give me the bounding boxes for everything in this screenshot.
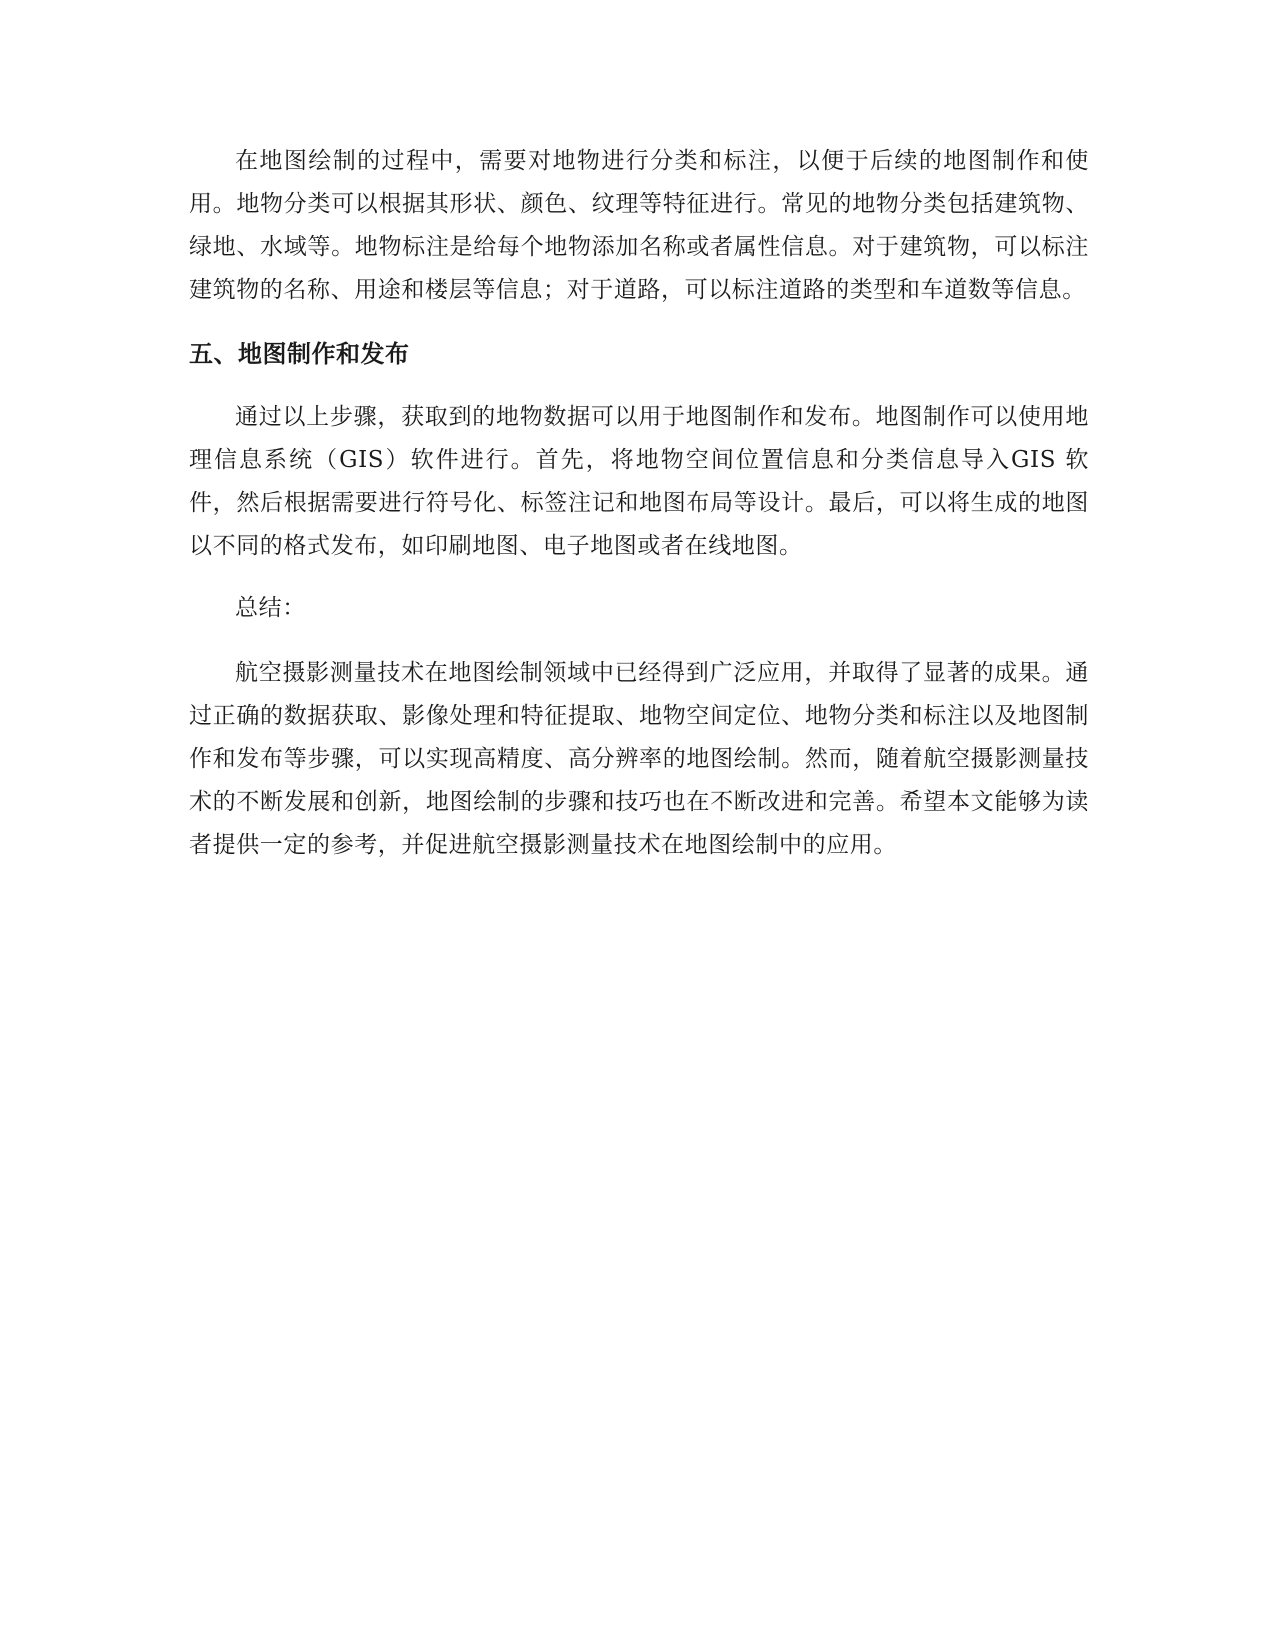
section-heading: 五、地图制作和发布 [189,340,410,368]
body-paragraph: 在地图绘制的过程中，需要对地物进行分类和标注，以便于后续的地图制作和使用。地物分类可以根据其形状、颜色、纹理等特征进行。常见的地物分类包括建筑物、绿地、水域等。地物标注是给每个地物添加名称或者属性信息。对于建筑物，可以标注建筑物的名称、用途和楼层等信息；对于道路，可以标注道路的类型和车道数等信息。 [189,148,1089,303]
body-paragraph: 通过以上步骤，获取到的地物数据可以用于地图制作和发布。地图制作可以使用地理信息系统（GIS）软件进行。首先，将地物空间位置信息和分类信息导入GIS 软件，然后根据需要进行符号化、标签注记和地图布局等设计。最后，可以将生成的地图以不同的格式发布，如印刷地图、电子地图或者在线地图。 [189,404,1089,559]
summary-label: 总结： [235,595,306,621]
body-paragraph: 航空摄影测量技术在地图绘制领域中已经得到广泛应用，并取得了显著的成果。通过正确的数据获取、影像处理和特征提取、地物空间定位、地物分类和标注以及地图制作和发布等步骤，可以实现高精度、高分辨率的地图绘制。然而，随着航空摄影测量技术的不断发展和创新，地图绘制的步骤和技巧也在不断改进和完善。希望本文能够为读者提供一定的参考，并促进航空摄影测量技术在地图绘制中的应用。 [189,660,1089,858]
document-body [189,140,1089,867]
